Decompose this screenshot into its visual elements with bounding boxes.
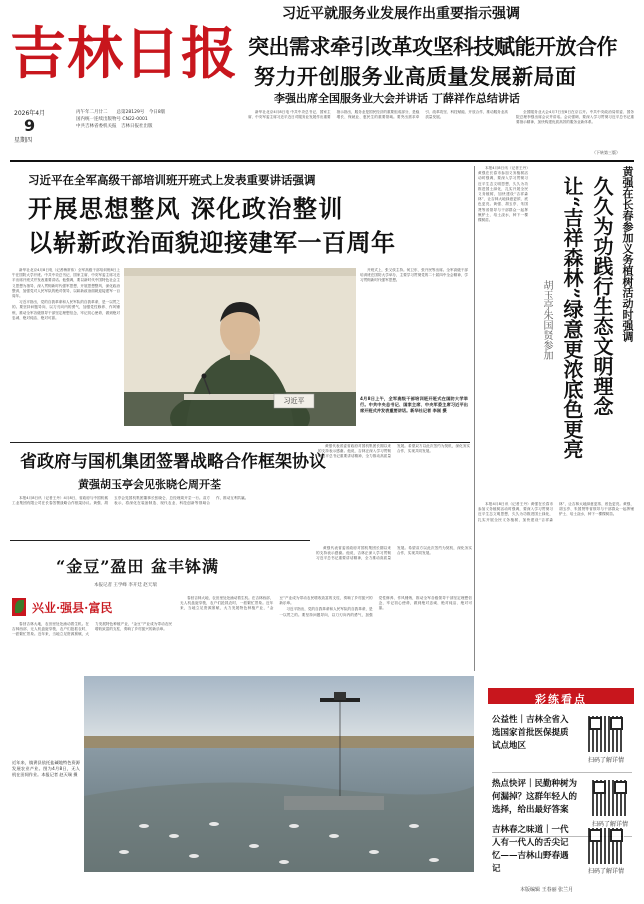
masthead-site: 吉林日报社出版 (121, 124, 153, 129)
sub1-rule (10, 540, 310, 541)
lead-rule (10, 442, 470, 443)
feature-body-text-3: 习近平指出，党的自我革命和人民军队的自我革命，是一以贯之的。要坚持问题导向，以刀刃向内的勇气，加强党性修养、作风锤炼，推动全军各级领导干部坚定理想信念，牢记初心使命，做到绝对忠诚、绝对纯洁、绝对可靠。 (279, 596, 472, 617)
feature-section-tag (12, 598, 182, 616)
qr-code-icon[interactable] (592, 780, 628, 816)
top-body-text-2: 全国服务业大会4月7日至8日在京召开。中共中央政治局常委、国务院总理李强出席会议并讲话。会议强调，要深入学习贯彻习近平总书记重要指示精神，加快构建优质高效的服务业新体系。 (516, 110, 634, 125)
feature-headline: “金豆”盈田 盆丰钵满 (56, 557, 219, 576)
side-hed-2: 久久为功践行生态文明理念 (590, 176, 614, 416)
lead-body-1: 新华社北京4月8日电（记者梅常伟）全军高级干部培训班8日上午在国防大学开班。中共中央总书记、国家主席、中央军委主席习近平出席开班式并发表重要讲话。他强调，要以新时代中国特色社会主义思想为指导，深入贯彻新时代强军思想，开展思想整风，深化政治整训，加强党对人民军队的绝对领导，以崭新政治面貌迎接建军一百周年。 (12, 268, 120, 299)
side-hed-3: 让“吉祥森林”绿意更浓底色更亮 (560, 176, 584, 460)
masthead-weekday: 星期四 (14, 137, 33, 144)
leaf-icon (15, 600, 24, 613)
feature-body-top (316, 546, 472, 594)
top-headline-1: 突出需求牵引改革攻坚科技赋能开放合作 (248, 34, 617, 59)
lead-caption (360, 396, 468, 436)
right-item-3[interactable] (492, 814, 632, 875)
right-rule-1 (492, 772, 632, 773)
right-col-header-label: 彩练看点 (535, 693, 587, 706)
side-hed-1: 黄强在长春参加义务植树活动时强调 (621, 166, 634, 342)
sub1-headline: 省政府与国机集团签署战略合作框架协议 (20, 452, 326, 472)
feature-section-label: 兴业·强县·富民 (32, 601, 113, 615)
right-item-1-title: 公益性｜吉林全省入选国家首批医保提质试点地区 (492, 715, 569, 751)
lead-kicker: 习近平在全军高级干部培训班开班式上发表重要讲话强调 (28, 173, 316, 187)
footer-editors: 本版编辑 王春丽 张兰月 (520, 887, 574, 893)
lead-headline-1: 开展思想整风 深化政治整训 (28, 194, 344, 223)
top-note: （下转第三版） (592, 150, 620, 155)
masthead-edition: 今日8版 (148, 110, 166, 115)
lead-body-right (360, 268, 468, 392)
feature-body-left (12, 622, 172, 672)
lead-photo-name-card: 习近平 (283, 397, 305, 405)
sub1-body-text-2: 黄强代表省委省政府对国机集团长期以来的支持表示感谢。他说，吉林正深入学习贯彻习近平总书记重要讲话精神，全力推动高质量发展。希望双方以此次签约为契机，深化务实合作，实现共同发展。 (318, 444, 470, 459)
masthead-cn: 国内统一连续出版物号 CN22-0001 (76, 117, 148, 122)
lead-caption-text: 4月8日上午，全军高级干部培训班开班式在国防大学举行。中共中央总书记、国家主席、中央军委主席习近平出席开班式并发表重要讲话。新华社记者 李刚 摄 (360, 396, 468, 413)
masthead-lunar: 丙午年二月廿二 (76, 110, 108, 115)
sub1-subhead: 黄强胡玉亭会见张晓仑周开荃 (78, 478, 221, 491)
lead-body-left (12, 268, 120, 436)
sub1-body (12, 496, 312, 536)
right-item-3-scan: 扫码了解详情 (588, 868, 625, 875)
side-body-text-2: 本报4月8日讯（记者王丹）黄强在长春市参加义务植树活动时强调，要深入学习贯彻习近平生态文明思想，久久为功推进国土绿化，扎实开展全民义务植树，加快建设“吉祥森林”，让吉林大地绿意更浓、底色更亮。黄强、胡玉亭、朱国贤等省领导与干部群众一起挥锹铲土、培土浇水，种下一棵棵树苗。 (478, 502, 634, 522)
right-col-header (488, 688, 634, 704)
feature-photo-illustration (84, 676, 474, 872)
right-item-1[interactable] (492, 714, 632, 770)
feature-body-text-2: 春回吉林大地，农田里处处涌动着生机。在吉林西部，无人机盘旋穿梭，农户们抢抓农时，一派繁忙景象。近年来，当地立足资源禀赋，大力发展特色种植产业，“金豆”产业成为带动农民增收致富的支柱，奏响了乡村振兴的新乐章。 (180, 596, 373, 611)
masthead-day: 9 (24, 116, 36, 135)
lead-photo (124, 268, 356, 426)
feature-body-text-4: 黄强代表省委省政府对国机集团长期以来的支持表示感谢。他说，吉林正深入学习贯彻习近平总书记重要讲话精神，全力推动高质量发展。希望双方以此次签约为契机，深化务实合作，实现共同发展。 (316, 546, 472, 561)
feature-byline: 本报记者 王学峰 李开廷 赵天瑞 (94, 583, 157, 588)
right-item-2-title: 热点快评｜民勤种树为何漏掉？这群年轻人的选择，给出最好答案 (492, 779, 578, 815)
side-divider (474, 166, 475, 671)
right-item-3-title: 吉林春之味道｜一代人有一代人的舌尖记忆——吉林山野春遇记 (492, 825, 569, 874)
top-headline-2: 努力开创服务业高质量发展新局面 (254, 64, 577, 89)
feature-caption-text: 近年来，镇赉县依托盐碱地特色资源发展农业产业。图为4月8日，无人机在田间作业。本报记者 赵天瑞 摄 (12, 760, 80, 777)
masthead-date: 2026年4月 (14, 110, 46, 117)
top-body-1 (248, 110, 508, 158)
masthead-publisher: 中共吉林省委机关报 (76, 124, 117, 129)
side-body-text: 本报4月8日讯（记者王丹）黄强在长春市参加义务植树活动时强调，要深入学习贯彻习近平生态文明思想，久久为功推进国土绿化，扎实开展全民义务植树，加快建设“吉祥森林”，让吉林大地绿意更浓、底色更亮。黄强、胡玉亭、朱国贤等省领导与干部群众一起挥锹铲土、培土浇水，种下一棵棵树苗。 (478, 166, 528, 223)
masthead-date-box (14, 108, 74, 154)
feature-photo (84, 676, 474, 872)
top-kicker: 习近平就服务业发展作出重要指示强调 (282, 6, 520, 22)
masthead-title: 吉林日报 (10, 21, 238, 87)
top-body-2 (516, 110, 634, 152)
feature-body-text: 春回吉林大地，农田里处处涌动着生机。在吉林西部，无人机盘旋穿梭，农户们抢抓农时，一派繁忙景象。近年来，当地立足资源禀赋，大力发展特色种植产业，“金豆”产业成为带动农民增收致富的支柱，奏响了乡村振兴的新乐章。 (12, 622, 172, 637)
top-rule (10, 160, 634, 162)
right-item-2-scan: 扫码了解详情 (592, 821, 629, 828)
right-item-1-scan: 扫码了解详情 (588, 757, 625, 764)
sub1-body-right (318, 444, 470, 536)
side-body-bottom (478, 502, 634, 666)
masthead-issue: 总第28129号 (116, 110, 145, 115)
qr-code-icon[interactable] (588, 828, 624, 864)
side-body (478, 166, 528, 498)
qr-code-icon[interactable] (588, 716, 624, 752)
lead-body-2: 习近平指出，党的自我革命和人民军队的自我革命，是一以贯之的。要坚持问题导向，以刀刃向内的勇气，加强党性修养、作风锤炼，推动全军各级领导干部坚定理想信念，牢记初心使命，做到绝对忠诚、绝对纯洁、绝对可靠。 (12, 300, 120, 320)
sub1-body-text: 本报4月8日讯（记者王丹）4月8日，省政府与中国机械工业集团有限公司在长春签署战略合作框架协议。黄强、胡玉亭会见国机集团董事长张晓仑、总经理周开荃一行。双方表示，将深化在装备制造、现代农业、科技创新等领域合作，推动互利共赢。 (12, 496, 249, 506)
feature-body-mid (180, 596, 472, 672)
top-subhead: 李强出席全国服务业大会并讲话 丁薛祥作总结讲话 (274, 92, 520, 105)
lead-headline-2: 以崭新政治面貌迎接建军一百周年 (28, 228, 396, 257)
lead-photo-illustration (124, 268, 356, 426)
feature-caption (12, 760, 80, 870)
side-byline: 胡玉亭朱国贤参加 (541, 280, 552, 360)
masthead-info (76, 109, 276, 130)
top-body-text: 新华社北京4月8日电 中共中央总书记、国家主席、中央军委主席习近平近日对服务业发展作出重要指示指出，服务业是国民经济的重要组成部分，是稳增长、保就业、惠民生的重要领域。要突出需求牵引、改革攻坚、科技赋能、开放合作，推动服务业高质量发展。 (248, 110, 508, 120)
masthead-logo (10, 14, 236, 96)
lead-body-3: 开班式上，张又侠主持。何卫东、张升民等出席。全军高级干部培训班在国防大学举办，主要学习贯彻党的二十届四中全会精神，学习贯彻新时代强军思想。 (360, 268, 468, 283)
